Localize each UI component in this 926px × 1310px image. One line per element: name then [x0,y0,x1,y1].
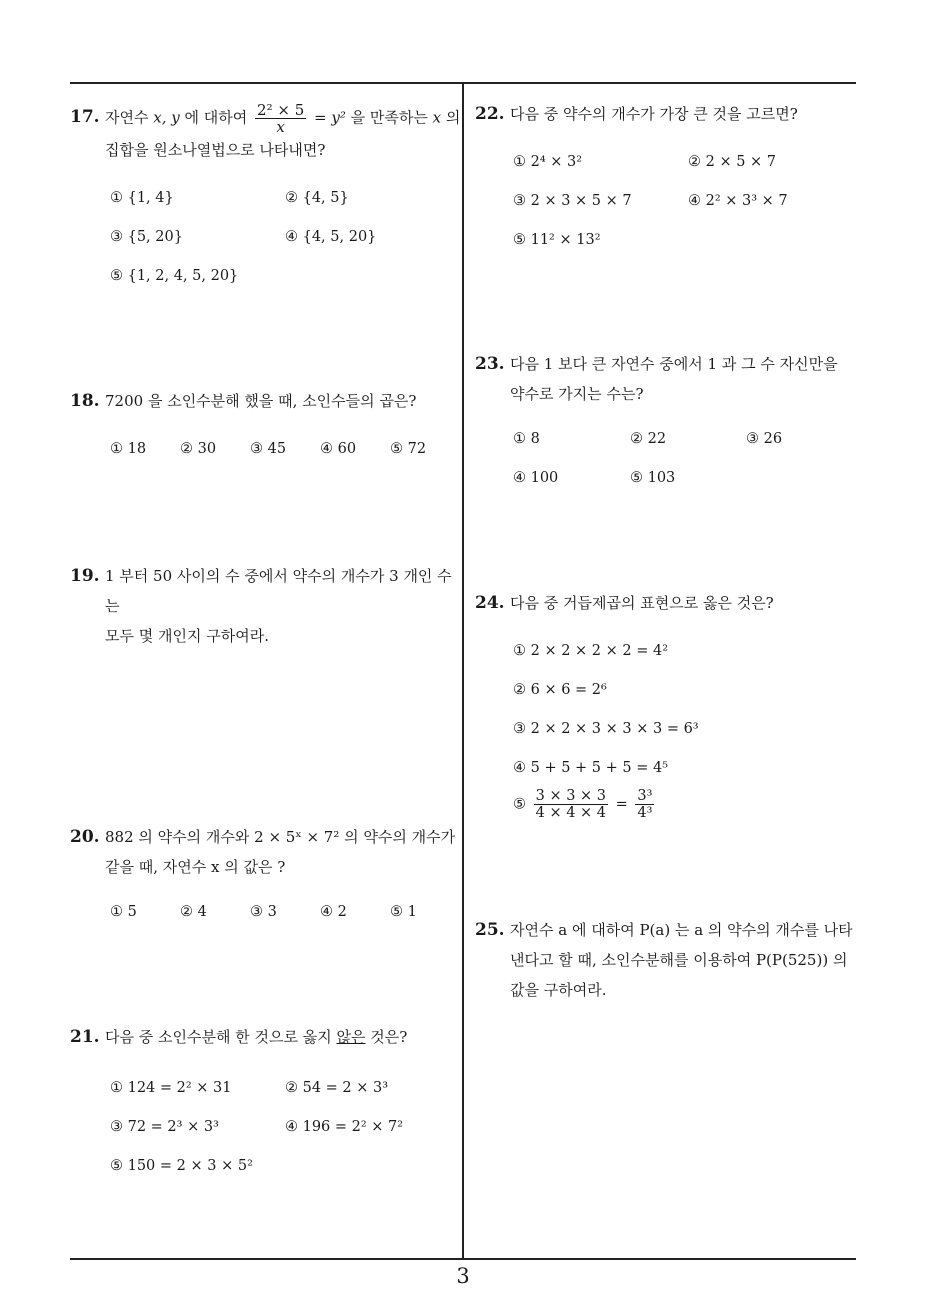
choice-option[interactable]: ⑤ $\frac{3 \times 3 \times 3}{4 \times 4 \times 4}$ = $\frac{\text{3³}}{\text{4³}}$ [513,788,653,821]
choice-option[interactable]: ① 5 [110,904,137,920]
choice-option[interactable]: ④ 2² × 3³ × 7 [688,193,788,209]
question-21-stem: 21. 다음 중 소인수분해 한 것으로 옳지 않은 것은? [70,1022,462,1052]
question-24 [475,588,865,618]
question-20 [70,822,462,882]
choice-option[interactable]: ③ 26 [746,431,783,447]
choice-option[interactable]: ② 22 [630,431,667,447]
column-divider [462,82,464,1259]
choice-option[interactable]: ① 2⁴ × 3² [513,154,583,170]
fraction: $\frac{\text{3³}}{\text{4³}}$ [637,788,653,821]
question-number: 25. [475,920,505,940]
choice-option[interactable]: ④ 5 + 5 + 5 + 5 = 4⁵ [513,760,669,776]
question-number: 23. [475,354,505,374]
choice-option[interactable]: ⑤ {1, 2, 4, 5, 20} [110,268,239,284]
question-19-stem: 19. 1 부터 50 사이의 수 중에서 약수의 개수가 3 개인 수는 모두 몇 개인지 구하여라. [70,561,462,651]
choice-option[interactable]: ① 18 [110,441,147,457]
question-number: 24. [475,593,505,613]
question-23-stem: 23. 다음 1 보다 큰 자연수 중에서 1 과 그 수 자신만을 약수로 가지는 수는? [475,349,865,409]
choice-option[interactable]: ④ {4, 5, 20} [285,229,377,245]
choice-option[interactable]: ② 2 × 5 × 7 [688,154,777,170]
bottom-rule [70,1258,856,1260]
question-number: 18. [70,391,100,411]
question-21 [70,1022,462,1052]
choice-option[interactable]: ⑤ 1 [390,904,417,920]
question-18 [70,386,462,416]
choice-option[interactable]: ③ 2 × 2 × 3 × 3 × 3 = 6³ [513,721,699,737]
choice-option[interactable]: ② 6 × 6 = 2⁶ [513,682,607,698]
choice-option[interactable]: ③ 3 [250,904,277,920]
fraction: $\frac{\text{2² × 5}}{x}$ [257,101,305,136]
question-19 [70,561,462,651]
question-number: 22. [475,104,505,124]
question-25 [475,915,865,1005]
fraction: $\frac{3 \times 3 \times 3}{4 \times 4 \times 4}$ [535,788,607,821]
choice-option[interactable]: ⑤ 11² × 13² [513,232,601,248]
question-number: 20. [70,827,100,847]
question-22 [475,99,865,129]
choice-option[interactable]: ④ 60 [320,441,357,457]
choice-option[interactable]: ① {1, 4} [110,190,174,206]
question-18-stem: 18. 7200 을 소인수분해 했을 때, 소인수들의 곱은? [70,386,462,416]
choice-option[interactable]: ② 4 [180,904,207,920]
choice-option[interactable]: ④ 2 [320,904,347,920]
choice-option[interactable]: ① 8 [513,431,540,447]
choice-option[interactable]: ⑤ 103 [630,470,676,486]
choice-option[interactable]: ③ 2 × 3 × 5 × 7 [513,193,632,209]
choice-option[interactable]: ② 54 = 2 × 3³ [285,1080,389,1096]
emphasis-underline: 않은 [336,1028,366,1046]
choice-option[interactable]: ④ 100 [513,470,559,486]
question-25-stem: 25. 자연수 a 에 대하여 P(a) 는 a 의 약수의 개수를 나타 낸다고 할 때, 소인수분해를 이용하여 P(P(525)) 의 값을 구하여라. [475,915,865,1005]
choice-option[interactable]: ④ 196 = 2² × 7² [285,1119,404,1135]
page-number: 3 [456,1264,470,1288]
choice-option[interactable]: ⑤ 150 = 2 × 3 × 5² [110,1158,253,1174]
choice-option[interactable]: ① 124 = 2² × 31 [110,1080,232,1096]
choice-option[interactable]: ③ 45 [250,441,287,457]
question-23 [475,349,865,409]
question-number: 21. [70,1027,100,1047]
question-20-stem: 20. 882 의 약수의 개수와 2 × 5ˣ × 7² 의 약수의 개수가 같을 때, 자연수 x 의 값은 ? [70,822,462,882]
question-number: 17. [70,107,100,127]
question-17-stem: 17. 자연수 x, y 에 대하여 $\frac{\text{2² × 5}}{x}$ = y² 을 만족하는 x 의 집합을 원소나열법으로 나타내면? [70,101,461,159]
question-22-stem: 22. 다음 중 약수의 개수가 가장 큰 것을 고르면? [475,99,865,129]
question-number: 19. [70,566,100,586]
question-17 [70,102,462,165]
choice-option[interactable]: ② 30 [180,441,217,457]
choice-option[interactable]: ② {4, 5} [285,190,349,206]
choice-option[interactable]: ③ 72 = 2³ × 3³ [110,1119,219,1135]
question-24-stem: 24. 다음 중 거듭제곱의 표현으로 옳은 것은? [475,588,865,618]
choice-option[interactable]: ① 2 × 2 × 2 × 2 = 4² [513,643,669,659]
choice-option[interactable]: ③ {5, 20} [110,229,183,245]
choice-option[interactable]: ⑤ 72 [390,441,427,457]
